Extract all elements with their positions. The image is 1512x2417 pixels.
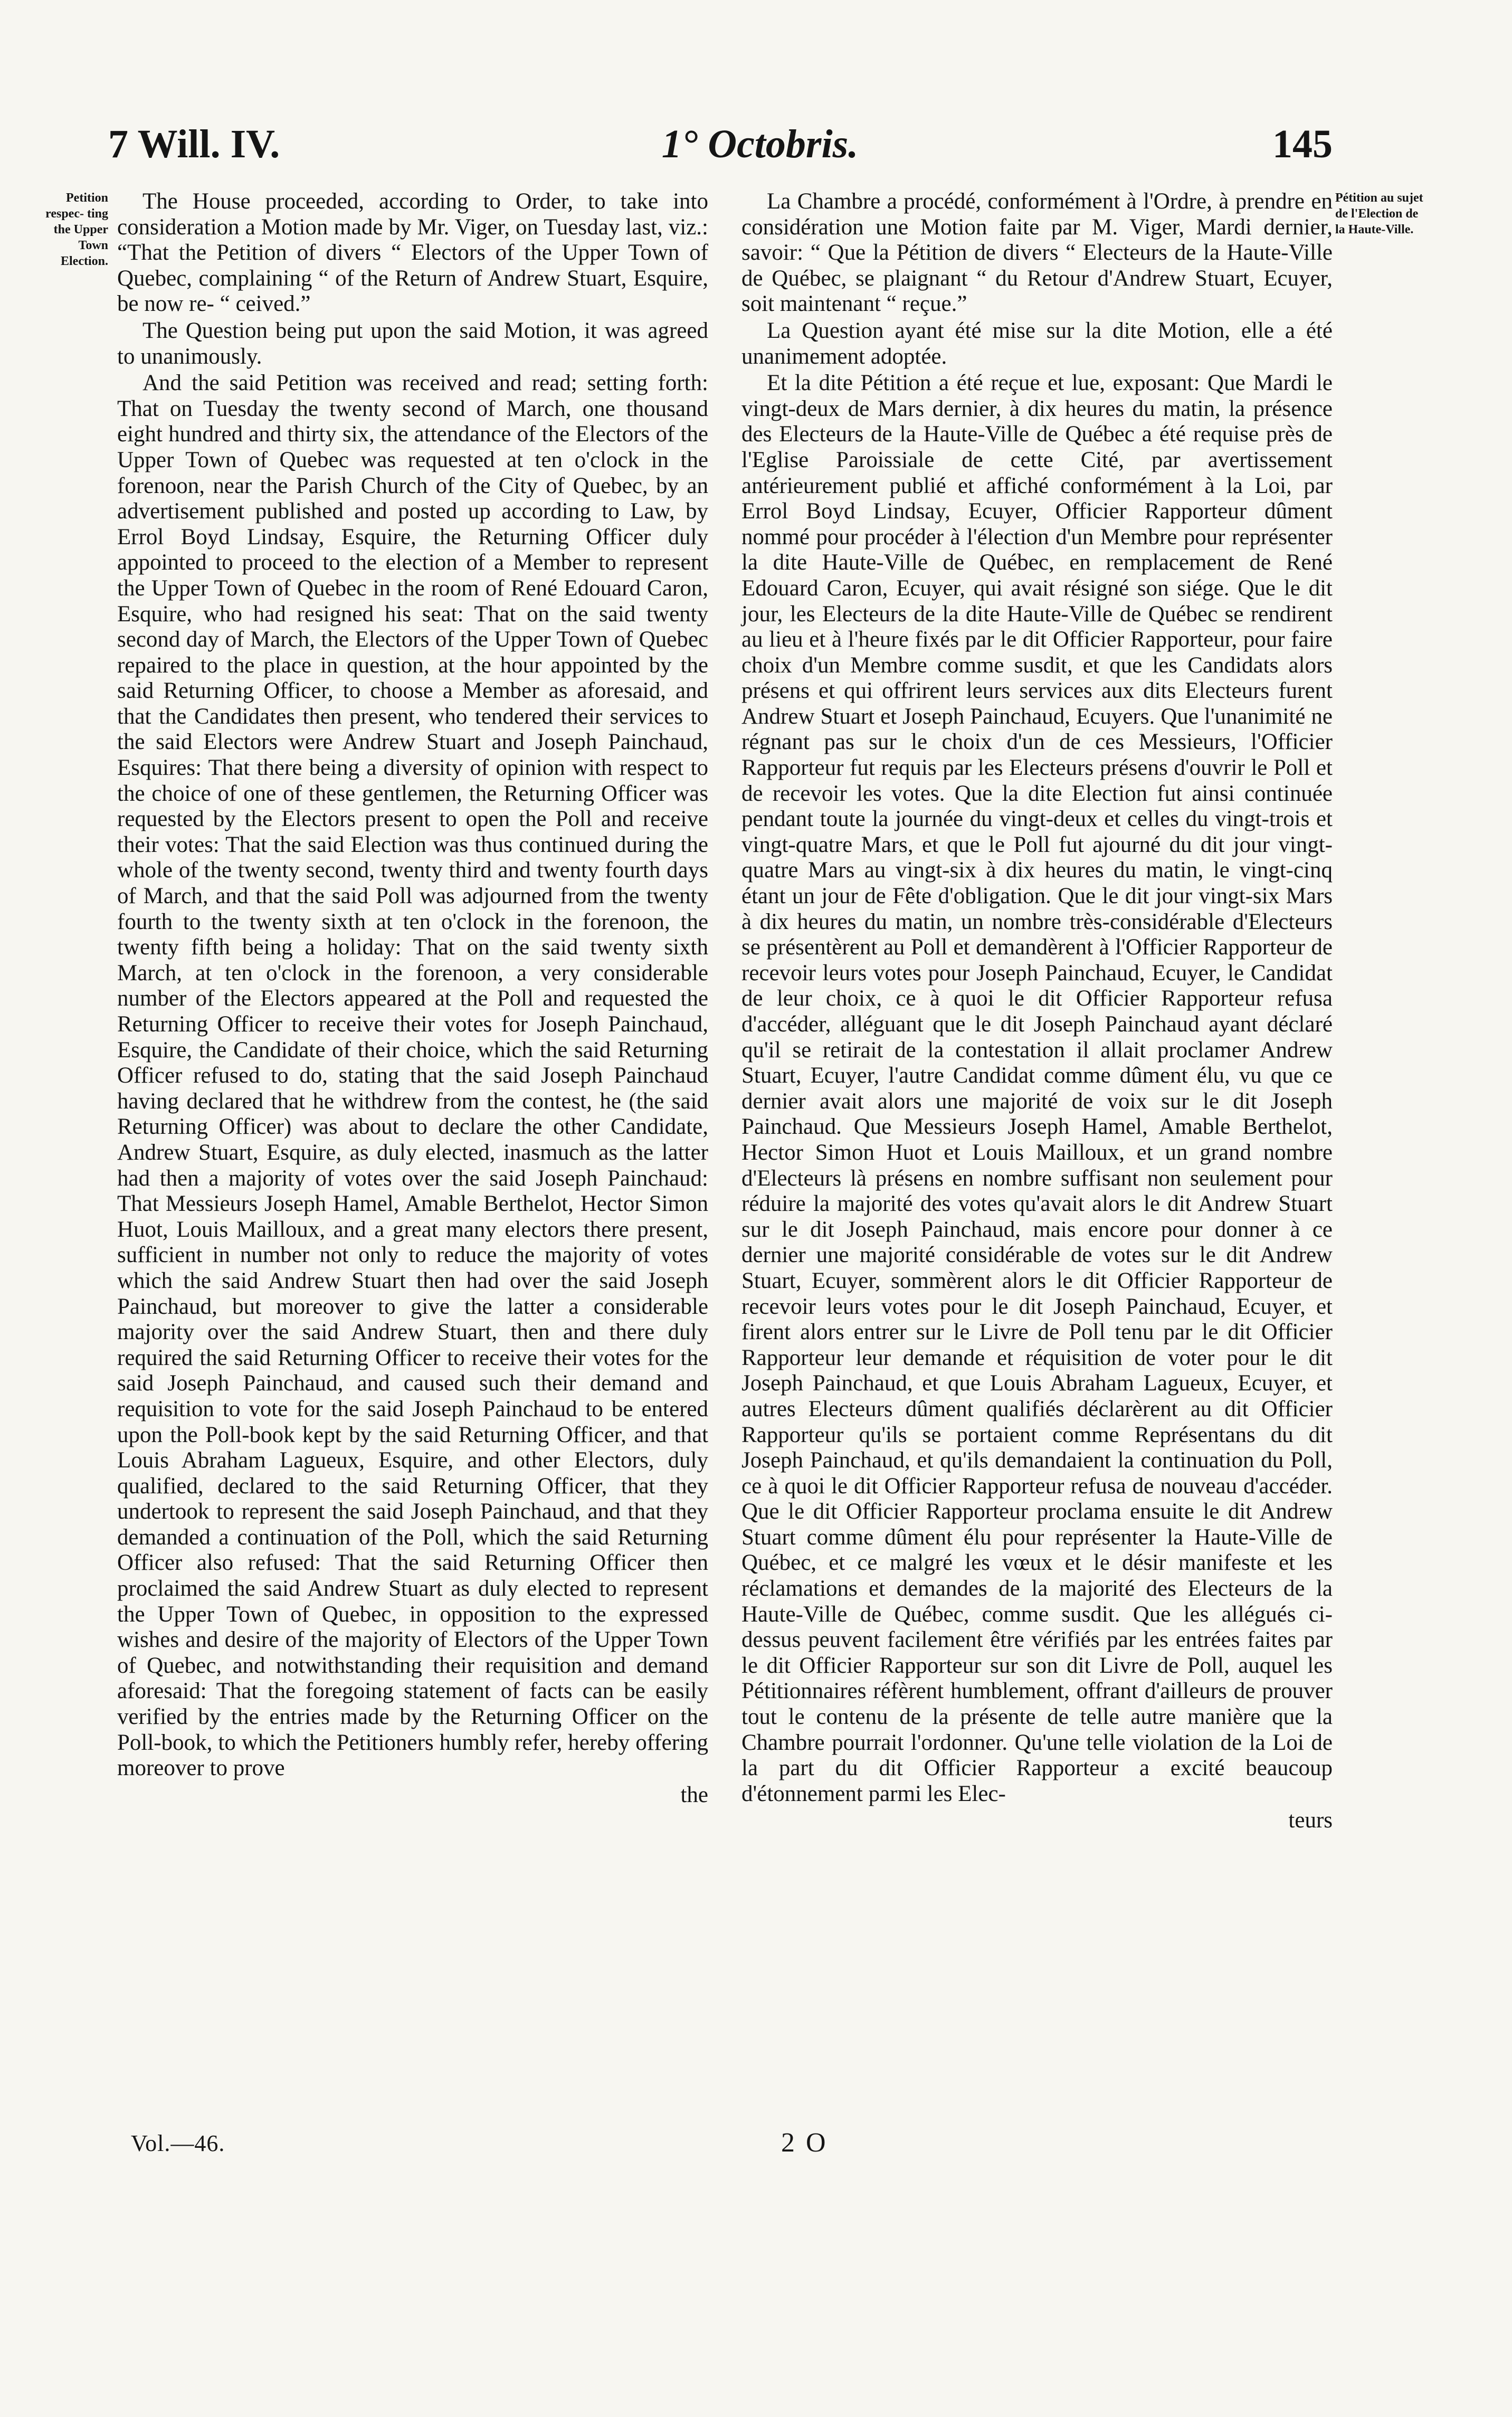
english-paragraph-1: The House proceeded, according to Order, to take into consideration a Motion made by Mr. Viger, on Tuesday last, viz.: “That the Petition of divers “ Electors of the Upper Town of Quebec, complaining “ of the Return of Andrew Stuart, Esquire, be now re- “ ceived.” <box>117 189 708 317</box>
signature-mark: 2 O <box>781 2128 828 2158</box>
volume-mark: Vol.—46. <box>131 2130 225 2156</box>
running-header <box>0 120 1512 168</box>
english-column <box>117 189 708 1808</box>
english-paragraph-3: And the said Petition was received and read; setting forth: That on Tuesday the twenty second of March, one thousand eight hundred and thirty six, the attendance of the Electors of the Upper Town of Quebec was requested at ten o'clock in the forenoon, near the Parish Church of the City of Quebec, by an advertisement published and posted up according to Law, by Errol Boyd Lindsay, Esquire, the Returning Officer duly appointed to proceed to the election of a Member to represent the Upper Town of Quebec in the room of René Edouard Caron, Esquire, who had resigned his seat: That on the said twenty second day of March, the Electors of the Upper Town of Quebec repaired to the place in question, at the hour appointed by the said Returning Officer, to choose a Member as aforesaid, and that the Candidates then present, who tendered their services to the said Electors were Andrew Stuart and Joseph Painchaud, Esquires: That there being a diversity of opinion with respect to the choice of one of these gentlemen, the Returning Officer was requested by the Electors present to open the Poll and receive their votes: That the said Election was thus continued during the whole of the twenty second, twenty third and twenty fourth days of March, and that the said Poll was adjourned from the twenty fourth to the twenty sixth at ten o'clock in the forenoon, the twenty fifth being a holiday: That on the said twenty sixth March, at ten o'clock in the forenoon, a very considerable number of the Electors appeared at the Poll and requested the Returning Officer to receive their votes for Joseph Painchaud, Esquire, the Candidate of their choice, which the said Returning Officer refused to do, stating that the said Joseph Painchaud having declared that he withdrew from the contest, he (the said Returning Officer) was about to declare the other Candidate, Andrew Stuart, Esquire, as duly elected, inasmuch as the latter had then a majority of votes over the said Joseph Painchaud: That Messieurs Joseph Hamel, Amable Berthelot, Hector Simon Huot, Louis Mailloux, and a great many electors there present, sufficient in number not only to reduce the majority of votes which the said Andrew Stuart then had over the said Joseph Painchaud, but moreover to give the latter a considerable majority over the said Andrew Stuart, then and there duly required the said Returning Officer to receive their votes for the said Joseph Painchaud, and caused such their demand and requisition to vote for the said Joseph Painchaud to be entered upon the Poll-book kept by the said Returning Officer, and that Louis Abraham Lagueux, Esquire, and other Electors, duly qualified, declared to the said Returning Officer, that they undertook to represent the said Joseph Painchaud, and that they demanded a continuation of the Poll, which the said Returning Officer also refused: That the said Returning Officer then proclaimed the said Andrew Stuart as duly elected to represent the Upper Town of Quebec, in opposition to the expressed wishes and desire of the majority of Electors of the Upper Town of Quebec, and notwithstanding their requisition and demand aforesaid: That the foregoing statement of facts can be easily verified by the entries made by the Returning Officer on the Poll-book, to which the Petitioners humbly refer, hereby offering moreover to prove <box>117 371 708 1781</box>
english-paragraph-2: The Question being put upon the said Motion, it was agreed to unanimously. <box>117 318 708 369</box>
french-catchword: teurs <box>1288 1808 1333 1833</box>
french-column <box>741 189 1333 1834</box>
date-heading: 1° Octobris. <box>661 122 859 166</box>
margin-note-english: Petition respec- ting the Upper Town Election. <box>45 191 108 268</box>
page-number: 145 <box>1272 122 1333 166</box>
french-paragraph-2: La Question ayant été mise sur la dite Motion, elle a été unanimement adoptée. <box>741 318 1333 369</box>
regnal-year: 7 Will. IV. <box>108 122 280 166</box>
english-catchword: the <box>680 1782 708 1807</box>
french-paragraph-1: La Chambre a procédé, conformément à l'Ordre, à prendre en considération une Motion faite par M. Viger, Mardi dernier, savoir: “ Que la Pétition de divers “ Electeurs de la Haute-Ville de Québec, se plaignant “ du Retour d'Andrew Stuart, Ecuyer, soit maintenant “ reçue.” <box>741 189 1333 317</box>
french-paragraph-3: Et la dite Pétition a été reçue et lue, exposant: Que Mardi le vingt-deux de Mars dernier, à dix heures du matin, la présence des Electeurs de la Haute-Ville de Québec a été requise près de l'Eglise Paroissiale de cette Cité, par avertissement antérieurement publié et affiché conformément à la Loi, par Errol Boyd Lindsay, Ecuyer, Officier Rapporteur dûment nommé pour procéder à l'élection d'un Membre pour représenter la dite Haute-Ville de Québec, en remplacement de René Edouard Caron, Ecuyer, qui avait résigné son siége. Que le dit jour, les Electeurs de la dite Haute-Ville de Québec se rendirent au lieu et à l'heure fixés par le dit Officier Rapporteur, pour faire choix d'un Membre comme susdit, et que les Candidats alors présens et qui offrirent leurs services aux dits Electeurs furent Andrew Stuart et Joseph Painchaud, Ecuyers. Que l'unanimité ne régnant pas sur le choix d'un de ces Messieurs, l'Officier Rapporteur fut requis par les Electeurs présens d'ouvrir le Poll et de recevoir les votes. Que la dite Election fut ainsi continuée pendant toute la journée du vingt-deux et celles du vingt-trois et vingt-quatre Mars, et que le Poll fut ajourné du dit jour vingt-quatre Mars au vingt-six à dix heures du matin, le vingt-cinq étant un jour de Fête d'obligation. Que le dit jour vingt-six Mars à dix heures du matin, un nombre très-considérable d'Electeurs se présentèrent au Poll et demandèrent à l'Officier Rapporteur de recevoir leurs votes pour Joseph Painchaud, Ecuyer, le Candidat de leur choix, ce à quoi le dit Officier Rapporteur refusa d'accéder, alléguant que le dit Joseph Painchaud ayant déclaré qu'il se retirait de la contestation il allait proclamer Andrew Stuart, Ecuyer, l'autre Candidat comme dûment élu, vu que ce dernier avait alors une majorité de voix sur le dit Joseph Painchaud. Que Messieurs Joseph Hamel, Amable Berthelot, Hector Simon Huot et Louis Mailloux, et un grand nombre d'Electeurs là présens en nombre suffisant non seulement pour réduire la majorité des votes qu'avait alors le dit Andrew Stuart sur le dit Joseph Painchaud, mais encore pour donner à ce dernier une majorité considérable de votes sur le dit Andrew Stuart, Ecuyer, sommèrent alors le dit Officier Rapporteur de recevoir leurs votes pour le dit Joseph Painchaud, Ecuyer, et firent alors entrer sur le Livre de Poll tenu par le dit Officier Rapporteur leur demande et réquisition de voter pour le dit Joseph Painchaud, et que Louis Abraham Lagueux, Ecuyer, et autres Electeurs dûment qualifiés déclarèrent au dit Officier Rapporteur qu'ils se portaient comme Représentans du dit Joseph Painchaud, et qu'ils demandaient la continuation du Poll, ce à quoi le dit Officier Rapporteur refusa de nouveau d'accéder. Que le dit Officier Rapporteur proclama ensuite le dit Andrew Stuart comme dûment élu pour représenter la Haute-Ville de Québec, et ce malgré les vœux et le désir manifeste et les réclamations et demandes de la majorité des Electeurs de la Haute-Ville de Québec, comme susdit. Que les allégués ci-dessus peuvent facilement être vérifiés par les entrées faites par le dit Officier Rapporteur sur son dit Livre de Poll, auquel les Pétitionnaires réfèrent humblement, offrant d'ailleurs de prouver tout le contenu de la présente de telle autre manière que la Chambre pourrait l'ordonner. Qu'une telle violation de la Loi de la part du dit Officier Rapporteur a excité beaucoup d'étonnement parmi les Elec- <box>741 371 1333 1806</box>
margin-note-french: Pétition au sujet de l'Election de la Haute-Ville. <box>1335 191 1423 236</box>
